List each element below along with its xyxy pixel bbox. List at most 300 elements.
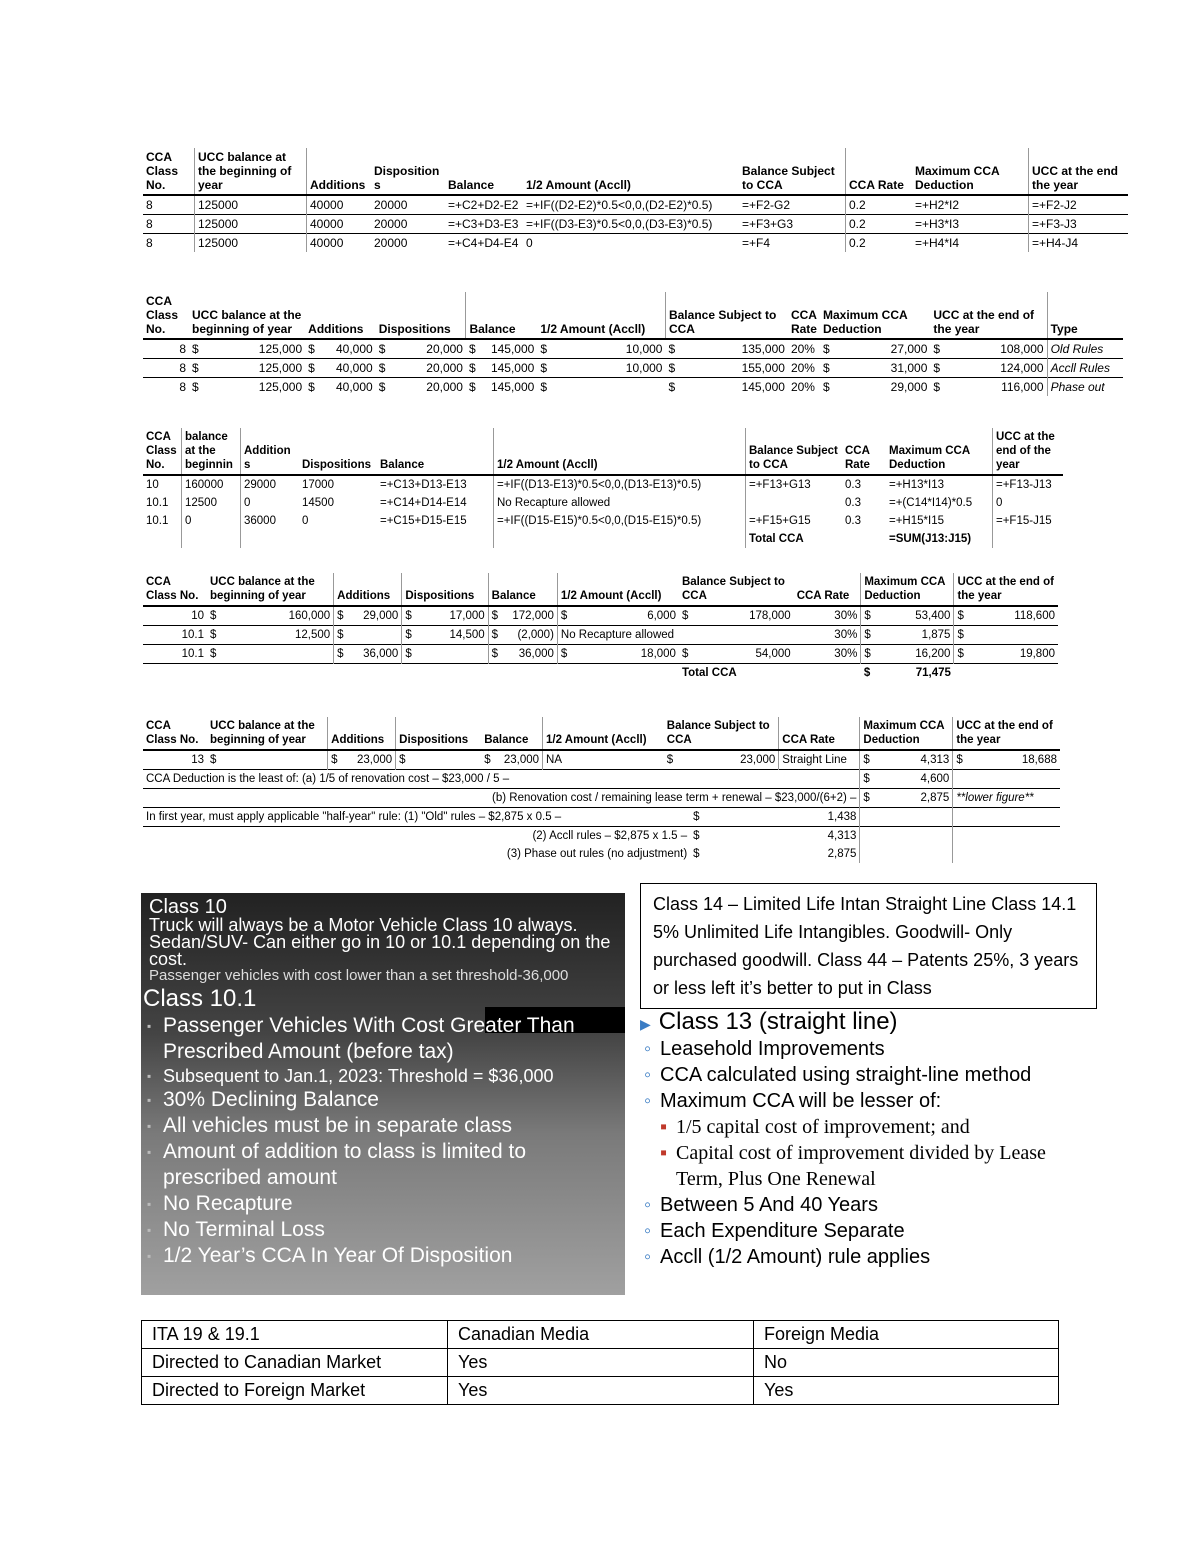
cell: $ xyxy=(668,361,676,375)
cell: =+F2-G2 xyxy=(742,198,791,212)
cell: $ xyxy=(308,342,315,356)
cell: 8 xyxy=(146,236,153,250)
cell: $ xyxy=(308,361,315,375)
cell xyxy=(233,645,334,664)
cell: $ xyxy=(861,606,883,626)
cell: $ xyxy=(396,750,482,770)
cell: $ xyxy=(540,342,548,356)
header-max-cca: Maximum CCA Deduction xyxy=(889,445,970,471)
cell: $ xyxy=(822,380,830,394)
cell: 29,000 xyxy=(363,610,399,622)
list-item: ◦ Accll (1/2 Amount) rule applies xyxy=(640,1244,1060,1270)
table-row xyxy=(143,827,1060,846)
cell: ITA 19 & 19.1 xyxy=(142,1321,448,1349)
cell: $ xyxy=(378,342,386,356)
cell: $ xyxy=(192,342,199,356)
cell: 125,000 xyxy=(258,342,303,356)
total-cca-value: 71,475 xyxy=(915,667,951,679)
cell: 125000 xyxy=(195,195,307,215)
phase-out-note: (3) Phase out rules (no adjustment) xyxy=(506,848,688,860)
header-ucc-end: UCC at the end of the year xyxy=(993,428,1064,475)
cell: $ xyxy=(557,606,586,626)
header-half-amount: 1/2 Amount (Accll) xyxy=(557,573,679,606)
cell: 145,000 xyxy=(490,361,535,375)
cell: $ xyxy=(210,754,217,766)
cell: $ xyxy=(860,770,885,789)
header-balance: Balance xyxy=(488,573,557,606)
cell: Old Rules xyxy=(1047,339,1123,359)
cell: 40000 xyxy=(307,215,372,234)
header-cca-rate: CCA Rate xyxy=(779,717,860,750)
cell: $ xyxy=(378,361,386,375)
cell: Foreign Media xyxy=(754,1321,1059,1349)
cell: $ xyxy=(488,606,503,626)
header-cca-class: CCA Class No. xyxy=(146,720,199,746)
header-balance-subject: Balance Subject to CCA xyxy=(666,720,770,746)
list-item: ◦ CCA calculated using straight-line method xyxy=(640,1062,1060,1088)
table-row xyxy=(143,512,1063,530)
cell: 145,000 xyxy=(490,380,535,394)
header-cca-class: CCA Class No. xyxy=(146,576,199,602)
total-cca-label: Total CCA xyxy=(681,667,737,679)
cell: $ xyxy=(822,342,830,356)
cell: 0 xyxy=(302,515,309,527)
header-cca-class: CCA Class No. xyxy=(146,294,179,336)
list-item: ▪ No Terminal Loss xyxy=(143,1217,623,1243)
cell: 16,200 xyxy=(915,648,951,660)
cell: =+F3-J3 xyxy=(1029,215,1129,234)
cell: =+H13*I13 xyxy=(889,479,944,491)
cell: 135,000 xyxy=(741,342,785,356)
cell: No Recapture allowed xyxy=(494,494,746,512)
cell: 8 xyxy=(179,361,186,375)
class13-title-text: Class 13 (straight line) xyxy=(658,1008,898,1035)
cell: =+F13-J13 xyxy=(993,475,1064,494)
cell: 10.1 xyxy=(181,648,204,660)
list-item: ◦ Leasehold Improvements xyxy=(640,1036,1060,1062)
cell: 8 xyxy=(179,342,186,356)
header-ucc-begin: UCC balance at the beginning of year xyxy=(195,148,307,195)
cell: $ xyxy=(933,361,941,375)
cell: 20000 xyxy=(374,198,408,212)
cell: $ xyxy=(681,648,689,660)
header-balance: Balance xyxy=(448,178,495,192)
cell: 20,000 xyxy=(426,342,463,356)
table-row xyxy=(143,750,1060,770)
cell xyxy=(976,626,1058,645)
cell: 20000 xyxy=(374,217,408,231)
class10-threshold-note: Passenger vehicles with cost lower than a set threshold-36,000 xyxy=(149,967,569,984)
class13-section xyxy=(640,1008,1060,1270)
header-disposition: Disposition s xyxy=(374,164,440,192)
header-dispositions: Dispositions xyxy=(396,717,482,750)
list-item: ▪ 1/2 Year’s CCA In Year Of Disposition xyxy=(143,1243,623,1269)
cell: $ xyxy=(540,361,548,375)
cell: =+C15+D15-E15 xyxy=(380,515,467,527)
table-row xyxy=(143,359,1123,378)
header-balance: Balance xyxy=(484,734,529,746)
cell: 2,875 xyxy=(827,848,857,860)
cell: Directed to Canadian Market xyxy=(142,1349,448,1377)
cell: $ xyxy=(668,380,676,394)
cell: $ xyxy=(668,342,676,356)
renovation-note: (b) Renovation cost / remaining lease term + renewal – $23,000/(6+2) – xyxy=(492,792,857,804)
cell: 0.3 xyxy=(845,479,861,491)
cell: 10.1 xyxy=(146,515,169,527)
header-additions: Additions xyxy=(328,717,396,750)
cell: $ xyxy=(402,606,422,626)
table-row xyxy=(142,1321,1059,1349)
cell: $ xyxy=(334,606,350,626)
header-balance-subject: Balance Subject to CCA xyxy=(746,428,843,475)
header-cca-rate: CCA Rate xyxy=(796,590,850,602)
least-of-note: CCA Deduction is the least of: (a) 1/5 of renovation cost – $23,000 / 5 – xyxy=(146,773,510,785)
cell: 155,000 xyxy=(741,361,785,375)
cell: Yes xyxy=(448,1377,754,1405)
table-row xyxy=(143,789,1060,808)
cell: $ xyxy=(334,645,350,664)
cell: 125,000 xyxy=(258,380,303,394)
cell: 20,000 xyxy=(426,361,463,375)
cell: 108,000 xyxy=(1000,342,1044,356)
cell: 10,000 xyxy=(625,342,663,356)
cell: =+H4-J4 xyxy=(1029,234,1129,253)
cell: $ xyxy=(861,645,883,664)
table-row xyxy=(142,1349,1059,1377)
cell: 116,000 xyxy=(1001,380,1044,394)
cell: 30% xyxy=(834,648,858,660)
cell: Accll Rules xyxy=(1047,359,1123,378)
table-row xyxy=(143,234,1128,253)
cell: $ xyxy=(308,380,315,394)
class10-title: Class 10 xyxy=(149,896,227,918)
list-item: ▪ Passenger Vehicles With Cost Greater Than Prescribed Amount (before tax) xyxy=(143,1013,623,1065)
header-half-amount: 1/2 Amount (Accll) xyxy=(526,178,631,192)
cell: 4,313 xyxy=(920,754,950,766)
cell: 1,438 xyxy=(827,811,857,823)
cell: 40,000 xyxy=(335,361,373,375)
total-cca-dollar: $ xyxy=(863,667,871,679)
header-dispositions: Dispositions xyxy=(378,322,451,336)
cell: Phase out xyxy=(1047,378,1123,397)
cell: 0.2 xyxy=(846,234,913,253)
class10-sedan-note: Sedan/SUV- Can either go in 10 or 10.1 depending on the cost. xyxy=(149,932,611,969)
cell: 17,000 xyxy=(449,610,485,622)
header-additions: Addition s xyxy=(241,428,300,475)
cell: 17000 xyxy=(302,479,334,491)
cell: =+C14+D14-E14 xyxy=(380,497,467,509)
cell: (2,000) xyxy=(517,629,554,641)
header-cca-rate: CCA Rate xyxy=(790,308,817,336)
list-item: ◦ Maximum CCA will be lesser of: xyxy=(640,1088,1060,1114)
cell: 23,000 xyxy=(740,754,776,766)
cell xyxy=(422,645,488,664)
cell: 8 xyxy=(146,198,153,212)
cell: 10.1 xyxy=(181,629,204,641)
cell: 10.1 xyxy=(146,497,169,509)
cell xyxy=(350,626,402,645)
list-item: ▪ Capital cost of improvement divided by Lease Term, Plus One Renewal xyxy=(640,1140,1060,1192)
cell: $ xyxy=(861,626,883,645)
cca-class13-table xyxy=(143,717,1060,863)
cell: 172,000 xyxy=(512,610,554,622)
cell: =+F3+G3 xyxy=(742,217,794,231)
cell: 178,000 xyxy=(749,610,791,622)
header-half-amount: 1/2 Amount (Accll) xyxy=(540,322,646,336)
class13-list xyxy=(640,1036,1060,1270)
cell: 0.2 xyxy=(846,195,913,215)
cell: 30% xyxy=(834,629,858,641)
header-max-cca: Maximum CCA Deduction xyxy=(915,164,1000,192)
table-row xyxy=(143,626,1058,645)
cell: $ xyxy=(933,342,941,356)
cca-values-table-class10 xyxy=(143,573,1058,682)
cell: $ xyxy=(860,789,885,808)
cell: $ xyxy=(192,361,199,375)
cell: 10 xyxy=(146,479,159,491)
cell: 40,000 xyxy=(335,380,373,394)
header-ucc-end: UCC at the end of the year xyxy=(954,573,1058,606)
cell: 0 xyxy=(182,512,241,530)
cca-formula-table-class10 xyxy=(143,428,1063,548)
table-row xyxy=(143,808,1060,827)
header-cca-rate: CCA Rate xyxy=(845,445,870,471)
list-item: ◦ Between 5 And 40 Years xyxy=(640,1192,1060,1218)
header-max-cca: Maximum CCA Deduction xyxy=(861,573,954,606)
cell: 36,000 xyxy=(518,648,554,660)
no-recapture-note: No Recapture allowed xyxy=(557,626,793,645)
cell: $ xyxy=(953,750,979,770)
cell: 36000 xyxy=(241,512,300,530)
cell: $ xyxy=(693,830,700,842)
cell: 40000 xyxy=(307,234,372,253)
cell: $ xyxy=(210,629,217,641)
table-row xyxy=(142,1377,1059,1405)
cell: $ xyxy=(666,754,674,766)
table-row xyxy=(143,215,1128,234)
header-ucc-begin: UCC balance at the beginning of year xyxy=(210,576,315,602)
cell: 6,000 xyxy=(647,610,676,622)
table-row xyxy=(143,530,1063,548)
cell: 160,000 xyxy=(288,610,331,622)
cell: $ xyxy=(210,648,217,660)
cell: 125000 xyxy=(195,234,307,253)
cell: 18,688 xyxy=(1021,754,1057,766)
cell: 12,500 xyxy=(294,629,331,641)
header-type: Type xyxy=(1047,292,1123,339)
cca-formula-table-class8 xyxy=(143,148,1128,252)
cell: 30% xyxy=(834,610,858,622)
cell: $ xyxy=(210,610,217,622)
header-balance: Balance xyxy=(380,459,425,471)
cell: 125000 xyxy=(195,215,307,234)
class10-panel xyxy=(141,893,625,1295)
cell: =+C3+D3-E3 xyxy=(448,217,519,231)
cell: Yes xyxy=(754,1377,1059,1405)
triangle-bullet-icon: ▶ xyxy=(640,1016,651,1032)
list-item: ▪ 30% Declining Balance xyxy=(143,1087,623,1113)
cell: $ xyxy=(954,606,976,626)
cell: $ xyxy=(693,811,700,823)
cell: $ xyxy=(468,380,476,394)
cell: 10 xyxy=(191,610,204,622)
header-balance-subject: Balance Subject to CCA xyxy=(665,292,787,339)
cca-values-table-class8 xyxy=(143,292,1123,396)
table-row xyxy=(143,475,1063,494)
total-cca-formula: =SUM(J13:J15) xyxy=(889,533,972,545)
header-half-amount: 1/2 Amount (Accll) xyxy=(543,717,664,750)
cell: $ xyxy=(328,750,344,770)
header-additions: Additions xyxy=(307,148,372,195)
cell: =+F15-J15 xyxy=(993,512,1064,530)
cell: $ xyxy=(933,380,941,394)
cell: NA xyxy=(543,750,664,770)
cell: $ xyxy=(954,626,976,645)
cell: 23,000 xyxy=(503,754,540,766)
cell: 36,000 xyxy=(363,648,399,660)
cell: No xyxy=(754,1349,1059,1377)
cell: =+H15*I15 xyxy=(889,515,944,527)
cell: 14,500 xyxy=(449,629,485,641)
ita-media-table xyxy=(141,1320,1059,1405)
cell: 4,313 xyxy=(827,830,857,842)
cell: $ xyxy=(488,645,503,664)
cell: =+IF((D2-E2)*0.5<0,0,(D2-E2)*0.5) xyxy=(526,198,713,212)
cell: =+H2*I2 xyxy=(915,198,960,212)
list-item: ▪ Amount of addition to class is limited to prescribed amount xyxy=(143,1139,623,1191)
cell xyxy=(567,378,666,397)
cell: $ xyxy=(488,626,503,645)
cell: 29,000 xyxy=(890,380,928,394)
header-half-amount: 1/2 Amount (Accll) xyxy=(494,428,746,475)
cell: 20000 xyxy=(374,236,408,250)
cell: 19,800 xyxy=(1019,648,1055,660)
half-year-rule-note: In first year, must apply applicable "half-year" rule: (1) "Old" rules – $2,875 x 0.5 – xyxy=(146,811,562,823)
cell: 118,600 xyxy=(1014,610,1055,622)
cell: 0.3 xyxy=(845,497,861,509)
cell: $ xyxy=(693,848,700,860)
table-row xyxy=(143,645,1058,664)
cell: 4,600 xyxy=(920,773,950,785)
total-cca-label: Total CCA xyxy=(746,530,843,548)
cell: $ xyxy=(484,754,491,766)
cell: 0 xyxy=(993,494,1064,512)
cell: Yes xyxy=(448,1349,754,1377)
cell: =+(C14*I14)*0.5 xyxy=(889,497,973,509)
class10-1-title: Class 10.1 xyxy=(143,985,257,1012)
list-item: ▪ 1/5 capital cost of improvement; and xyxy=(640,1114,1060,1140)
cell: =+F13+G13 xyxy=(746,475,843,494)
cell: $ xyxy=(334,626,350,645)
header-balance-subject: Balance Subject to CCA xyxy=(681,576,785,602)
cell: 20% xyxy=(790,361,815,375)
cell: =+H4*I4 xyxy=(915,236,960,250)
cell: 124,000 xyxy=(1000,361,1044,375)
list-item: ▪ No Recapture xyxy=(143,1191,623,1217)
cell: Canadian Media xyxy=(448,1321,754,1349)
cell: $ xyxy=(860,750,885,770)
cell: 125,000 xyxy=(258,361,303,375)
cell: 40000 xyxy=(307,195,372,215)
cell: 53,400 xyxy=(915,610,951,622)
cell: $ xyxy=(468,342,476,356)
cell: =+IF((D13-E13)*0.5<0,0,(D13-E13)*0.5) xyxy=(494,475,746,494)
cell: Straight Line xyxy=(779,750,860,770)
class13-title xyxy=(640,1008,1060,1036)
header-ucc-begin: balance at the beginnin xyxy=(182,428,241,475)
table-row xyxy=(143,494,1063,512)
table-row xyxy=(143,195,1128,215)
cell: $ xyxy=(557,645,586,664)
accii-rule-note: (2) Accll rules – $2,875 x 1.5 – xyxy=(532,830,688,842)
cell: $ xyxy=(402,645,422,664)
header-ucc-begin: UCC balance at the beginning of year xyxy=(210,720,315,746)
cell: 54,000 xyxy=(755,648,791,660)
cell: $ xyxy=(402,626,422,645)
cell: 0.2 xyxy=(846,215,913,234)
header-ucc-end: UCC at the end the year xyxy=(1029,148,1129,195)
table-row xyxy=(143,606,1058,626)
header-ucc-end: UCC at the end of the year xyxy=(953,717,1060,750)
list-item: ▪ All vehicles must be in separate class xyxy=(143,1113,623,1139)
class14-text: Class 14 – Limited Life Intan Straight Line Class 14.1 5% Unlimited Life Intangibles. Goodwill- Only purchased goodwill. Class 44 – Patents 25%, 3 years or less left it’s better to put in Class xyxy=(653,894,1079,998)
cell: 14500 xyxy=(302,497,334,509)
header-ucc-end: UCC at the end of the year xyxy=(933,308,1035,336)
cell: 18,000 xyxy=(640,648,676,660)
cell: 0 xyxy=(241,494,300,512)
cell: =+F4 xyxy=(742,236,771,250)
header-dispositions: Dispositions xyxy=(302,459,372,471)
cell: 0.3 xyxy=(845,515,861,527)
cell xyxy=(746,494,843,512)
cell: 29000 xyxy=(241,475,300,494)
list-item: ◦ Each Expenditure Separate xyxy=(640,1218,1060,1244)
cell: 27,000 xyxy=(890,342,928,356)
header-cca-class: CCA Class No. xyxy=(146,431,177,471)
class10-truck-note: Truck will always be a Motor Vehicle Class 10 always. xyxy=(149,915,578,935)
header-max-cca: Maximum CCA Deduction xyxy=(822,308,908,336)
cell: =+F2-J2 xyxy=(1029,195,1129,215)
cell: $ xyxy=(540,380,548,394)
cell: $ xyxy=(468,361,476,375)
table-row xyxy=(143,339,1123,359)
cell: 160000 xyxy=(182,475,241,494)
cell: 31,000 xyxy=(890,361,928,375)
cell: 0 xyxy=(526,236,533,250)
class10-1-list xyxy=(143,1013,623,1269)
cell: 20% xyxy=(790,342,815,356)
table-row xyxy=(143,378,1123,397)
cell: 145,000 xyxy=(741,380,785,394)
header-dispositions: Dispositions xyxy=(402,573,488,606)
cell: $ xyxy=(378,380,386,394)
table-row xyxy=(143,845,1060,863)
cell: $ xyxy=(192,380,199,394)
header-additions: Additions xyxy=(308,322,364,336)
cell: =+F15+G15 xyxy=(746,512,843,530)
table-row xyxy=(143,770,1060,789)
cell: $ xyxy=(954,645,976,664)
header-cca-class: CCA Class No. xyxy=(146,150,179,192)
header-max-cca: Maximum CCA Deduction xyxy=(860,717,953,750)
cell: $ xyxy=(681,610,689,622)
cell: 13 xyxy=(191,754,204,766)
table-row xyxy=(143,664,1058,683)
cell: 2,875 xyxy=(920,792,950,804)
cell: =+IF((D3-E3)*0.5<0,0,(D3-E3)*0.5) xyxy=(526,217,713,231)
cell: 12500 xyxy=(182,494,241,512)
cell: 8 xyxy=(146,217,153,231)
